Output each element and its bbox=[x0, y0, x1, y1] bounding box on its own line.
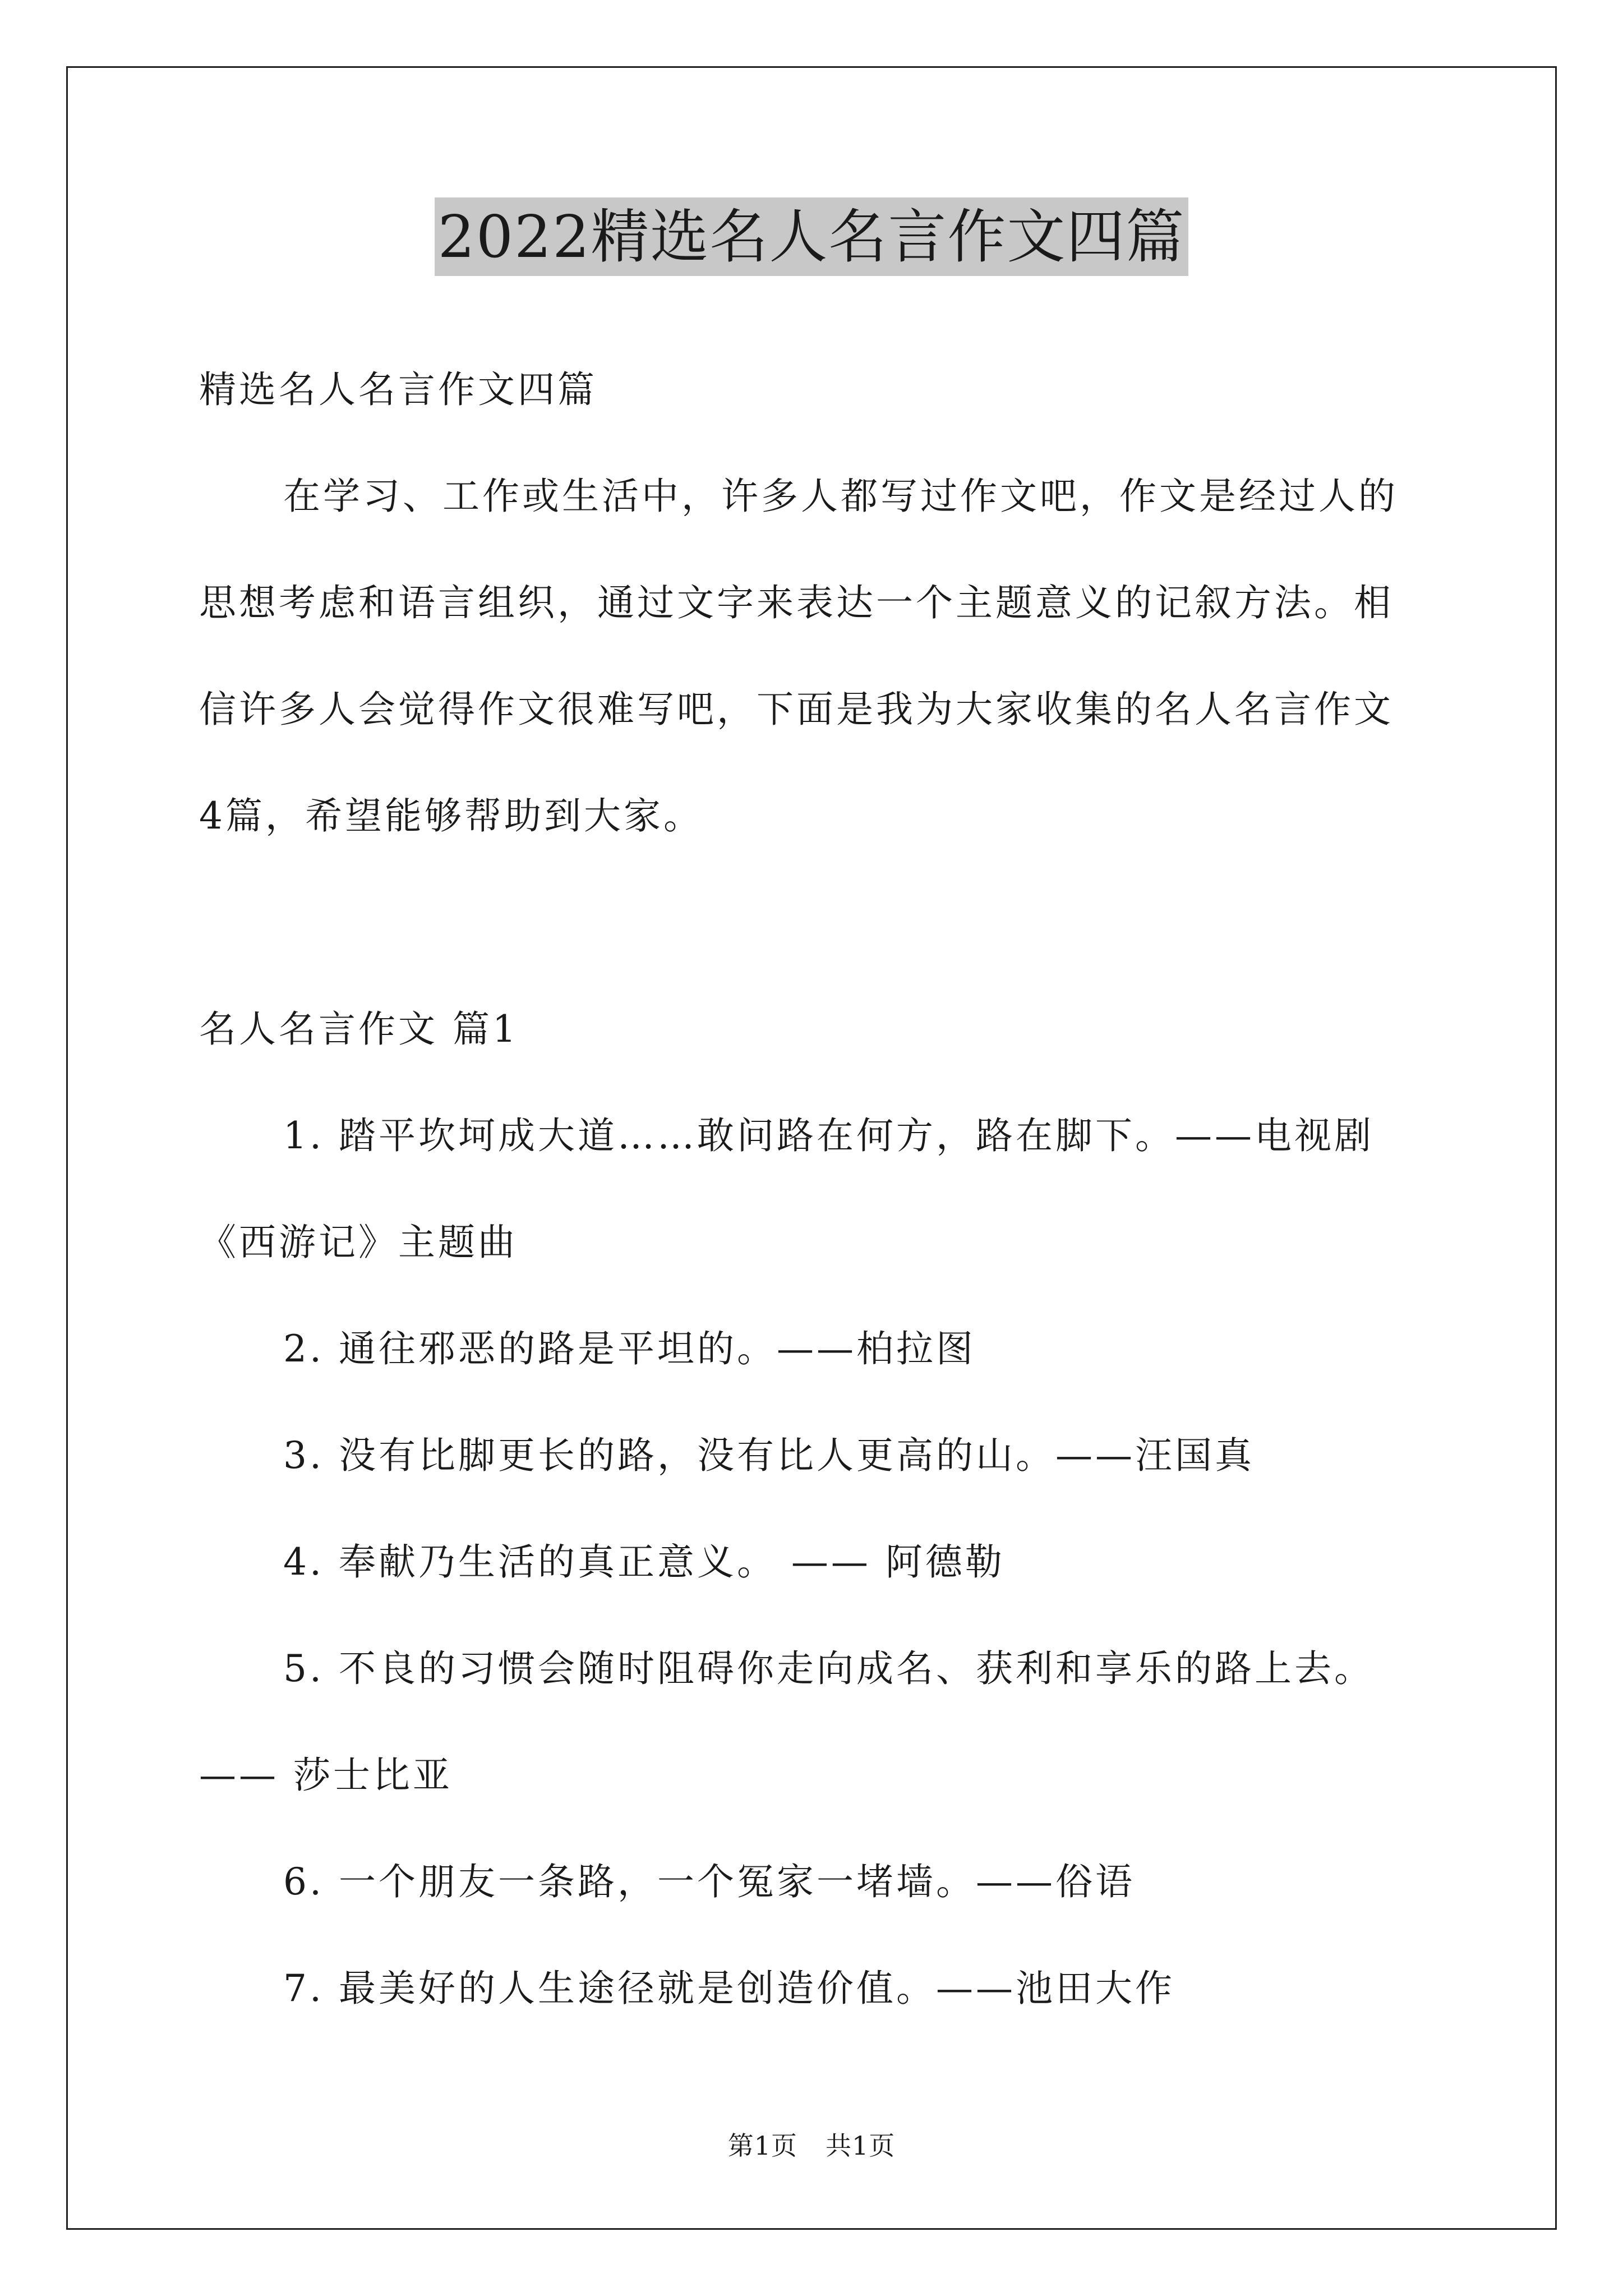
document-body bbox=[199, 337, 1433, 2042]
section-heading: 名人名言作文 篇1 bbox=[199, 1007, 519, 1051]
document-subtitle: 精选名人名言作文四篇 bbox=[199, 368, 597, 411]
intro-line: 4篇，希望能够帮助到大家。 bbox=[199, 794, 703, 838]
document-title: 2022精选名人名言作文四篇 bbox=[435, 197, 1189, 276]
quote-line: 6. 一个朋友一条路，一个冤家一堵墙。——俗语 bbox=[283, 1860, 1135, 1903]
quote-line: 1. 踏平坎坷成大道……敢问路在何方，路在脚下。——电视剧 bbox=[283, 1114, 1374, 1157]
quote-line: 5. 不良的习惯会随时阻碍你走向成名、获利和享乐的路上去。 bbox=[283, 1647, 1374, 1690]
title-area bbox=[0, 197, 1623, 276]
quote-line: —— 莎士比亚 bbox=[199, 1754, 453, 1797]
quote-line: 4. 奉献乃生活的真正意义。 —— 阿德勒 bbox=[283, 1540, 1005, 1584]
page-footer bbox=[0, 2129, 1623, 2162]
page-number-current: 第1页 bbox=[727, 2131, 797, 2161]
quote-line: 3. 没有比脚更长的路，没有比人更高的山。——汪国真 bbox=[283, 1434, 1255, 1477]
intro-line: 在学习、工作或生活中，许多人都写过作文吧，作文是经过人的 bbox=[283, 475, 1398, 518]
quote-line: 2. 通往邪恶的路是平坦的。——柏拉图 bbox=[283, 1327, 976, 1370]
page-number-total: 共1页 bbox=[826, 2131, 896, 2161]
paragraph-gap bbox=[199, 869, 1433, 976]
intro-line: 思想考虑和语言组织，通过文字来表达一个主题意义的记叙方法。相 bbox=[199, 581, 1394, 624]
quote-line: 《西游记》主题曲 bbox=[199, 1221, 518, 1264]
quote-line: 7. 最美好的人生途径就是创造价值。——池田大作 bbox=[283, 1967, 1175, 2010]
intro-line: 信许多人会觉得作文很难写吧，下面是我为大家收集的名人名言作文 bbox=[199, 688, 1394, 731]
